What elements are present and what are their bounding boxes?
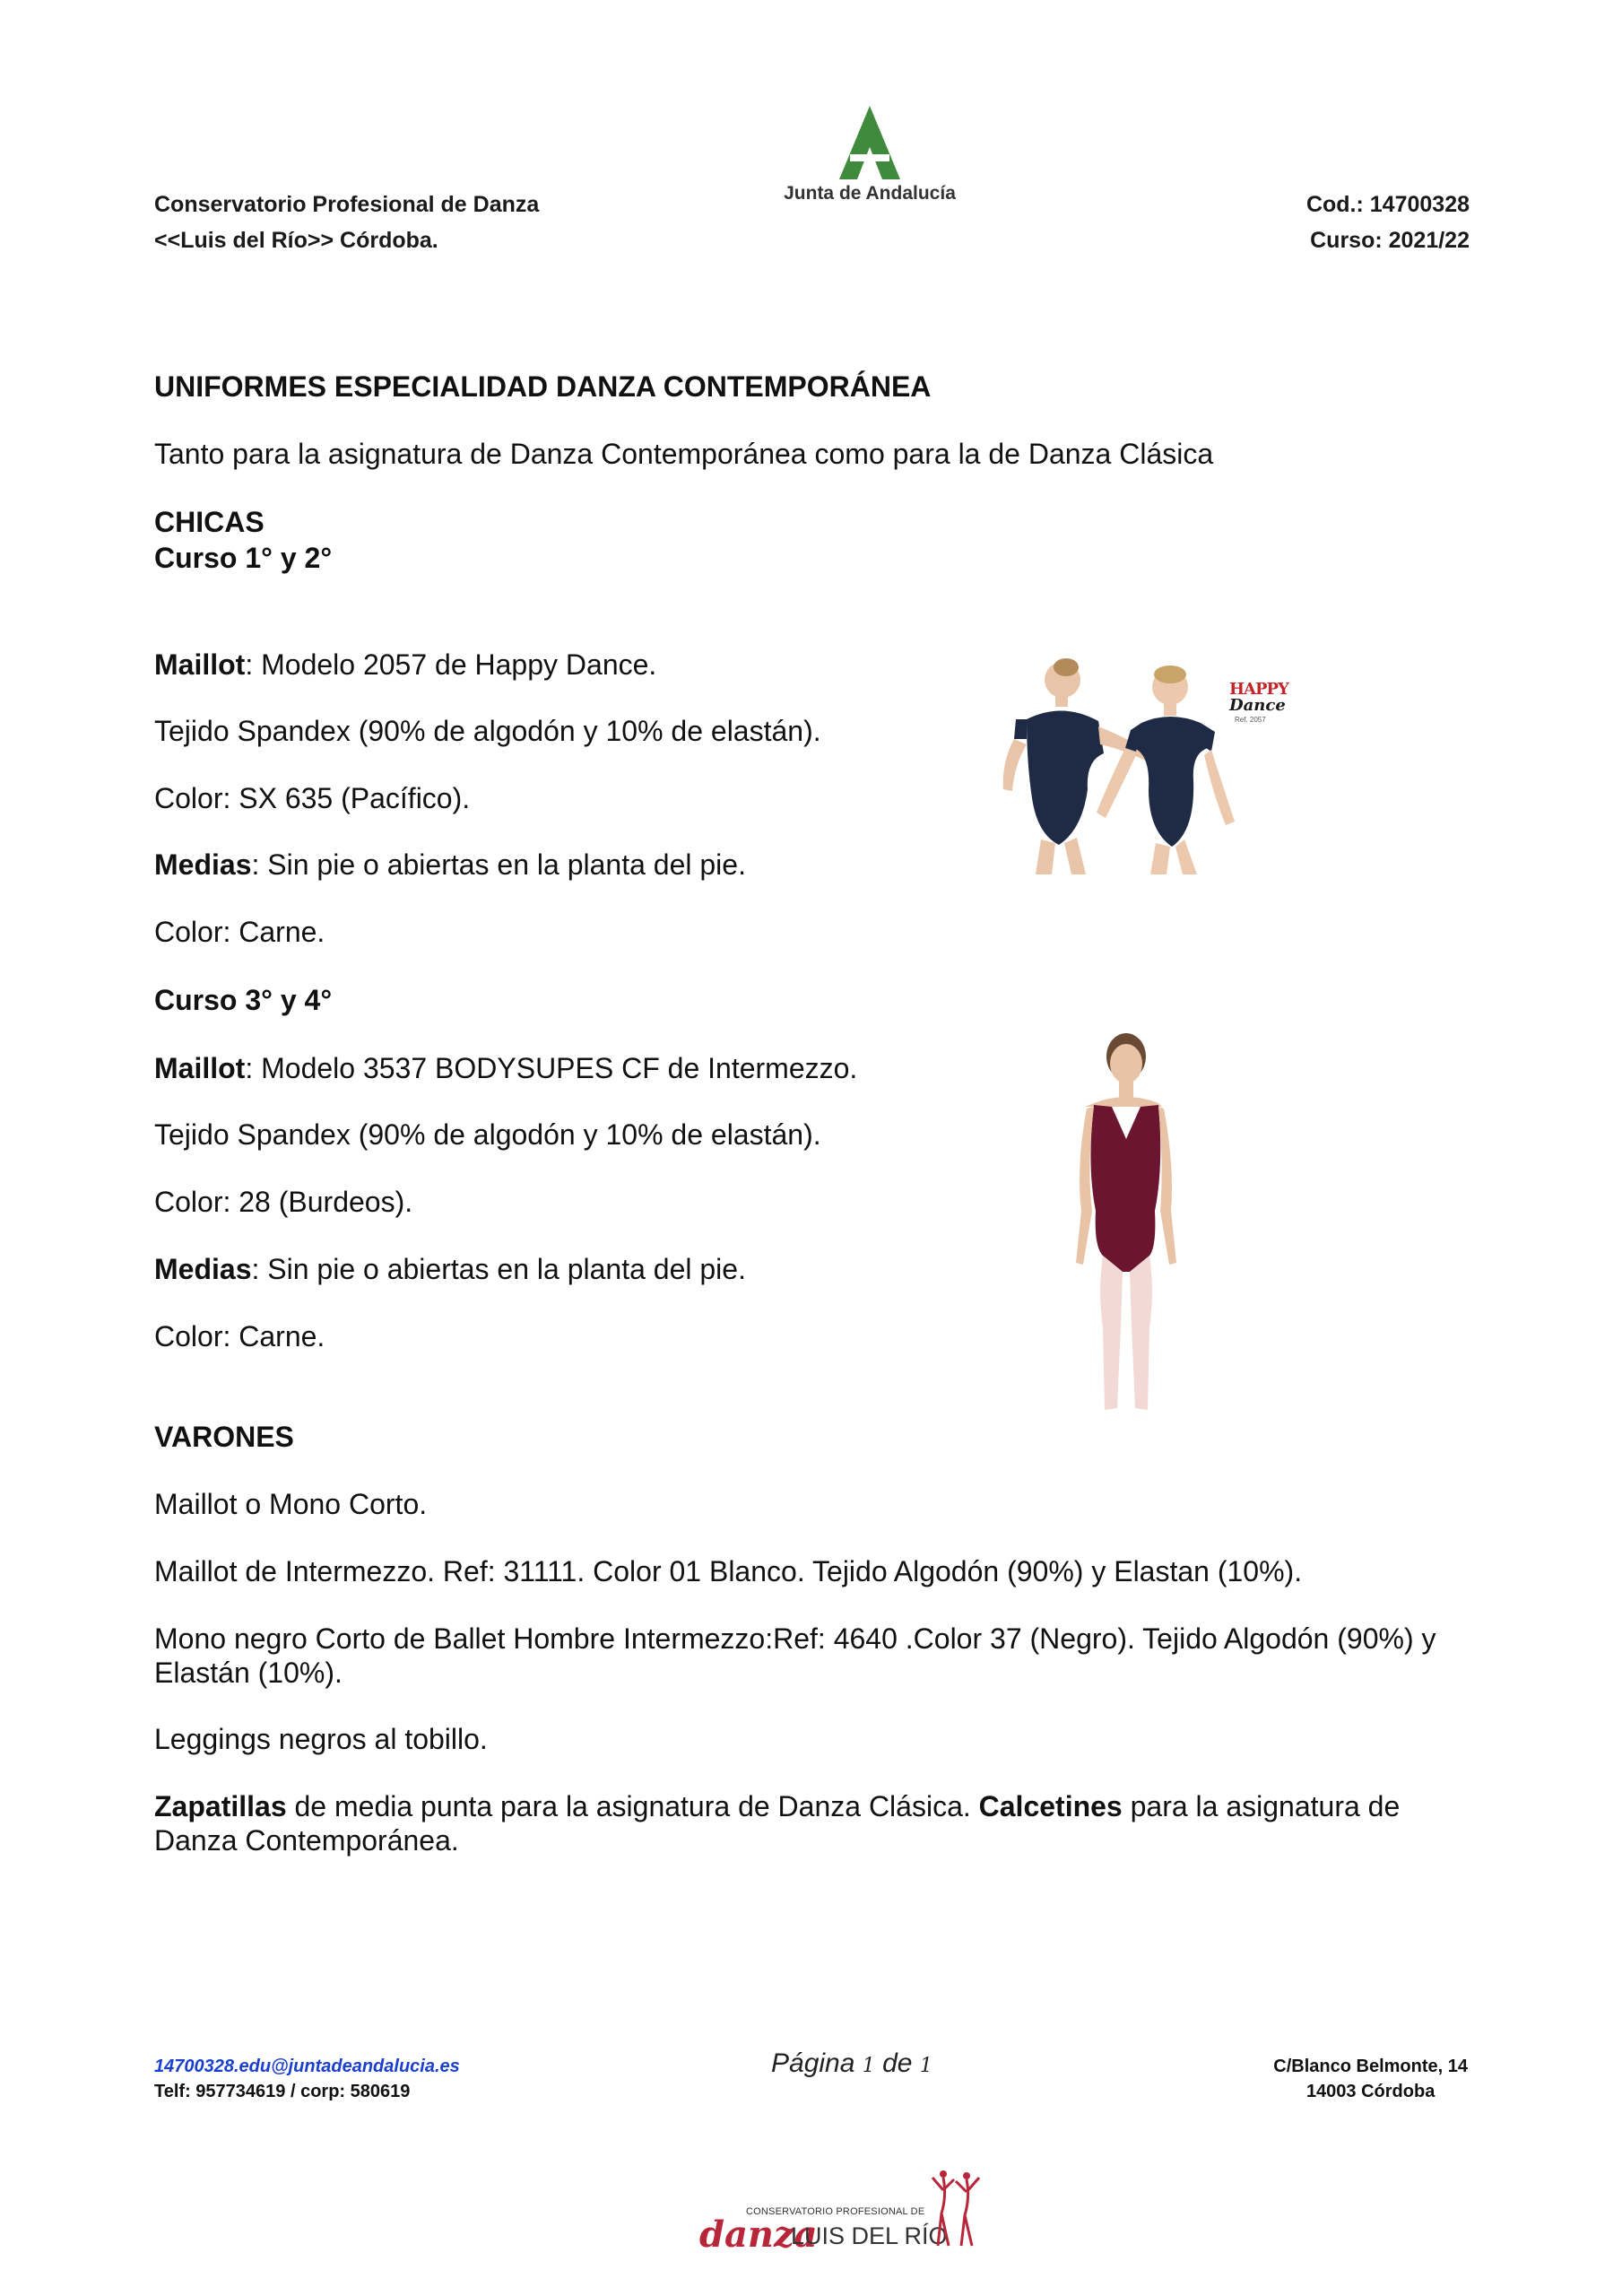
varones-footwear (154, 1789, 1481, 1857)
course12-heading: Curso 1° y 2° (154, 542, 333, 574)
dancers-logo-icon (931, 2169, 984, 2249)
brand-happy: HAPPY (1229, 680, 1288, 699)
varones-heading: VARONES (154, 1421, 294, 1453)
footer-contact (154, 2054, 460, 2104)
course-year-text: Curso: 2021/22 (1310, 228, 1470, 253)
maillot-text: : Modelo 2057 de Happy Dance. (245, 648, 657, 681)
page-prefix: Página (771, 2048, 855, 2078)
course12-medias-color: Color: Carne. (154, 916, 325, 948)
burgundy-leotard-illustration (1067, 1031, 1184, 1415)
brand-ref: Ref. 2057 (1235, 716, 1266, 724)
footer-phone: Telf: 957734619 / corp: 580619 (154, 2082, 411, 2101)
logo-small-text: CONSERVATORIO PROFESIONAL DE (746, 2206, 925, 2217)
navy-leotard-illustration (1000, 655, 1269, 874)
maillot-label: Maillot (154, 1052, 246, 1084)
junta-logo (771, 100, 968, 208)
varones-line1: Maillot o Mono Corto. (154, 1488, 428, 1520)
zapatillas-label: Zapatillas (154, 1790, 287, 1822)
course34-medias-color: Color: Carne. (154, 1320, 325, 1352)
school-line2: <<Luis del Río>> Córdoba. (154, 228, 438, 253)
medias-label: Medias (154, 1253, 252, 1285)
course12-medias (154, 848, 746, 882)
course12-maillot (154, 648, 656, 682)
calcetines-text: para la asignatura de Danza Contemporánea. (154, 1790, 1401, 1857)
school-line1: Conservatorio Profesional de Danza (154, 192, 540, 217)
intro-text: Tanto para la asignatura de Danza Contemporánea como para la de Danza Clásica (154, 438, 1214, 470)
course12-tejido: Tejido Spandex (90% de algodón y 10% de elastán). (154, 715, 821, 747)
course34-maillot (154, 1051, 857, 1085)
course34-color: Color: 28 (Burdeos). (154, 1186, 413, 1218)
calcetines-label: Calcetines (978, 1790, 1123, 1822)
logo-script-text: danza (699, 2213, 818, 2256)
page-current: 1 (862, 2055, 875, 2077)
intermezzo-3537-image (1067, 1031, 1184, 1415)
page-sep: de (882, 2048, 913, 2078)
varones-line4: Leggings negros al tobillo. (154, 1723, 488, 1755)
code-text: Cod.: 14700328 (1305, 192, 1470, 217)
junta-logo-text: Junta de Andalucía (784, 183, 956, 204)
logo-name-text: LUIS DEL RÍO (791, 2222, 948, 2249)
course34-medias (154, 1252, 746, 1286)
page-number (771, 2048, 932, 2079)
junta-logo-icon (771, 100, 968, 183)
brand-dance: Dance (1229, 696, 1286, 715)
medias-text: : Sin pie o abiertas en la planta del pie. (251, 848, 746, 881)
chicas-heading: CHICAS (154, 506, 265, 538)
course-info (1306, 187, 1470, 258)
course34-tejido: Tejido Spandex (90% de algodón y 10% de elastán). (154, 1118, 821, 1151)
maillot-text: : Modelo 3537 BODYSUPES CF de Intermezzo. (245, 1052, 858, 1084)
footer-address (1273, 2054, 1468, 2104)
address-line2: 14003 Córdoba (1305, 2082, 1436, 2101)
course12-color: Color: SX 635 (Pacífico). (154, 782, 471, 814)
medias-text: : Sin pie o abiertas en la planta del pie. (251, 1253, 746, 1285)
footer-email[interactable]: 14700328.edu@juntadeandalucia.es (154, 2057, 460, 2076)
course34-heading: Curso 3° y 4° (154, 984, 333, 1016)
page-total: 1 (919, 2055, 932, 2077)
maillot-label: Maillot (154, 648, 246, 681)
school-name (154, 187, 539, 258)
medias-label: Medias (154, 848, 252, 881)
varones-line2: Maillot de Intermezzo. Ref: 31111. Color 01 Blanco. Tejido Algodón (90%) y Elastan (10%). (154, 1555, 1303, 1587)
page-title: UNIFORMES ESPECIALIDAD DANZA CONTEMPORÁNEA (154, 370, 932, 403)
address-line1: C/Blanco Belmonte, 14 (1273, 2057, 1468, 2076)
zapatillas-text: de media punta para la asignatura de Danza Clásica. (286, 1790, 979, 1822)
conservatorio-logo (699, 2169, 986, 2258)
happy-dance-2057-image (1000, 655, 1288, 874)
varones-line3: Mono negro Corto de Ballet Hombre Intermezzo:Ref: 4640 .Color 37 (Negro). Tejido Algodón (90%) y Elastán (10%). (154, 1622, 1436, 1689)
